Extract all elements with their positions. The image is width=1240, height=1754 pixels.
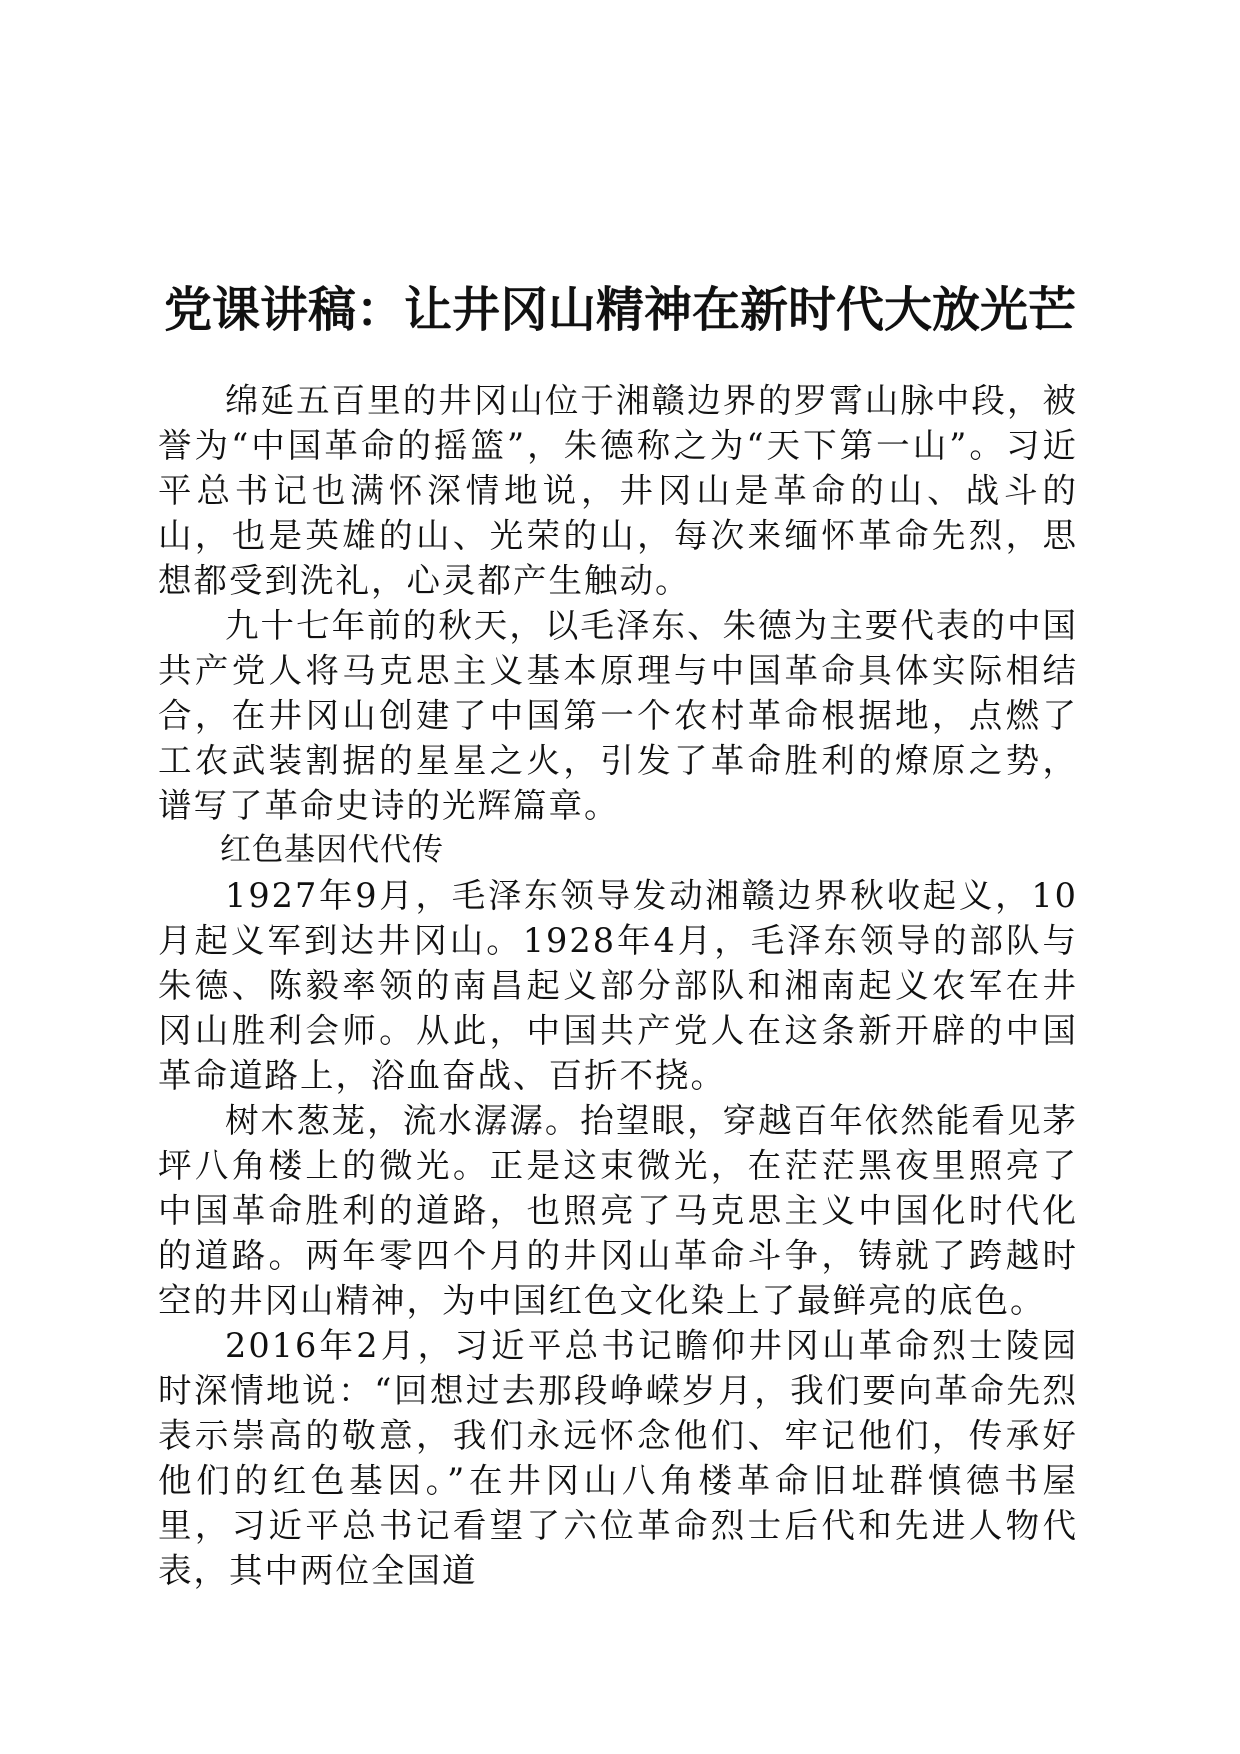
document-body	[158, 378, 1078, 1593]
intro-paragraph-2: 九十七年前的秋天，以毛泽东、朱德为主要代表的中国共产党人将马克思主义基本原理与中国革命具体实际相结合，在井冈山创建了中国第一个农村革命根据地，点燃了工农武装割据的星星之火，引发了革命胜利的燎原之势，谱写了革命史诗的光辉篇章。	[158, 606, 1078, 825]
intro-paragraph-1: 绵延五百里的井冈山位于湘赣边界的罗霄山脉中段，被誉为“中国革命的摇篮”，朱德称之为“天下第一山”。习近平总书记也满怀深情地说，井冈山是革命的山、战斗的山，也是英雄的山、光荣的山，每次来缅怀革命先烈，思想都受到洗礼，心灵都产生触动。	[158, 381, 1078, 600]
section-paragraph-2: 树木葱茏，流水潺潺。抬望眼，穿越百年依然能看见茅坪八角楼上的微光。正是这束微光，在茫茫黑夜里照亮了中国革命胜利的道路，也照亮了马克思主义中国化时代化的道路。两年零四个月的井冈山革命斗争，铸就了跨越时空的井冈山精神，为中国红色文化染上了最鲜亮的底色。	[158, 1101, 1078, 1320]
document-title: 党课讲稿：让井冈山精神在新时代大放光芒	[163, 282, 1076, 339]
section-paragraph-3: 2016年2月，习近平总书记瞻仰井冈山革命烈士陵园时深情地说：“回想过去那段峥嵘岁月，我们要向革命先烈表示崇高的敬意，我们永远怀念他们、牢记他们，传承好他们的红色基因。”在井冈山八角楼革命旧址群慎德书屋里，习近平总书记看望了六位革命烈士后代和先进人物代表，其中两位全国道	[158, 1326, 1078, 1590]
section-paragraph-1: 1927年9月，毛泽东领导发动湘赣边界秋收起义，10月起义军到达井冈山。1928年4月，毛泽东领导的部队与朱德、陈毅率领的南昌起义部分部队和湘南起义农军在井冈山胜利会师。从此，中国共产党人在这条新开辟的中国革命道路上，浴血奋战、百折不挠。	[158, 876, 1078, 1095]
section-heading: 红色基因代代传	[220, 832, 444, 868]
